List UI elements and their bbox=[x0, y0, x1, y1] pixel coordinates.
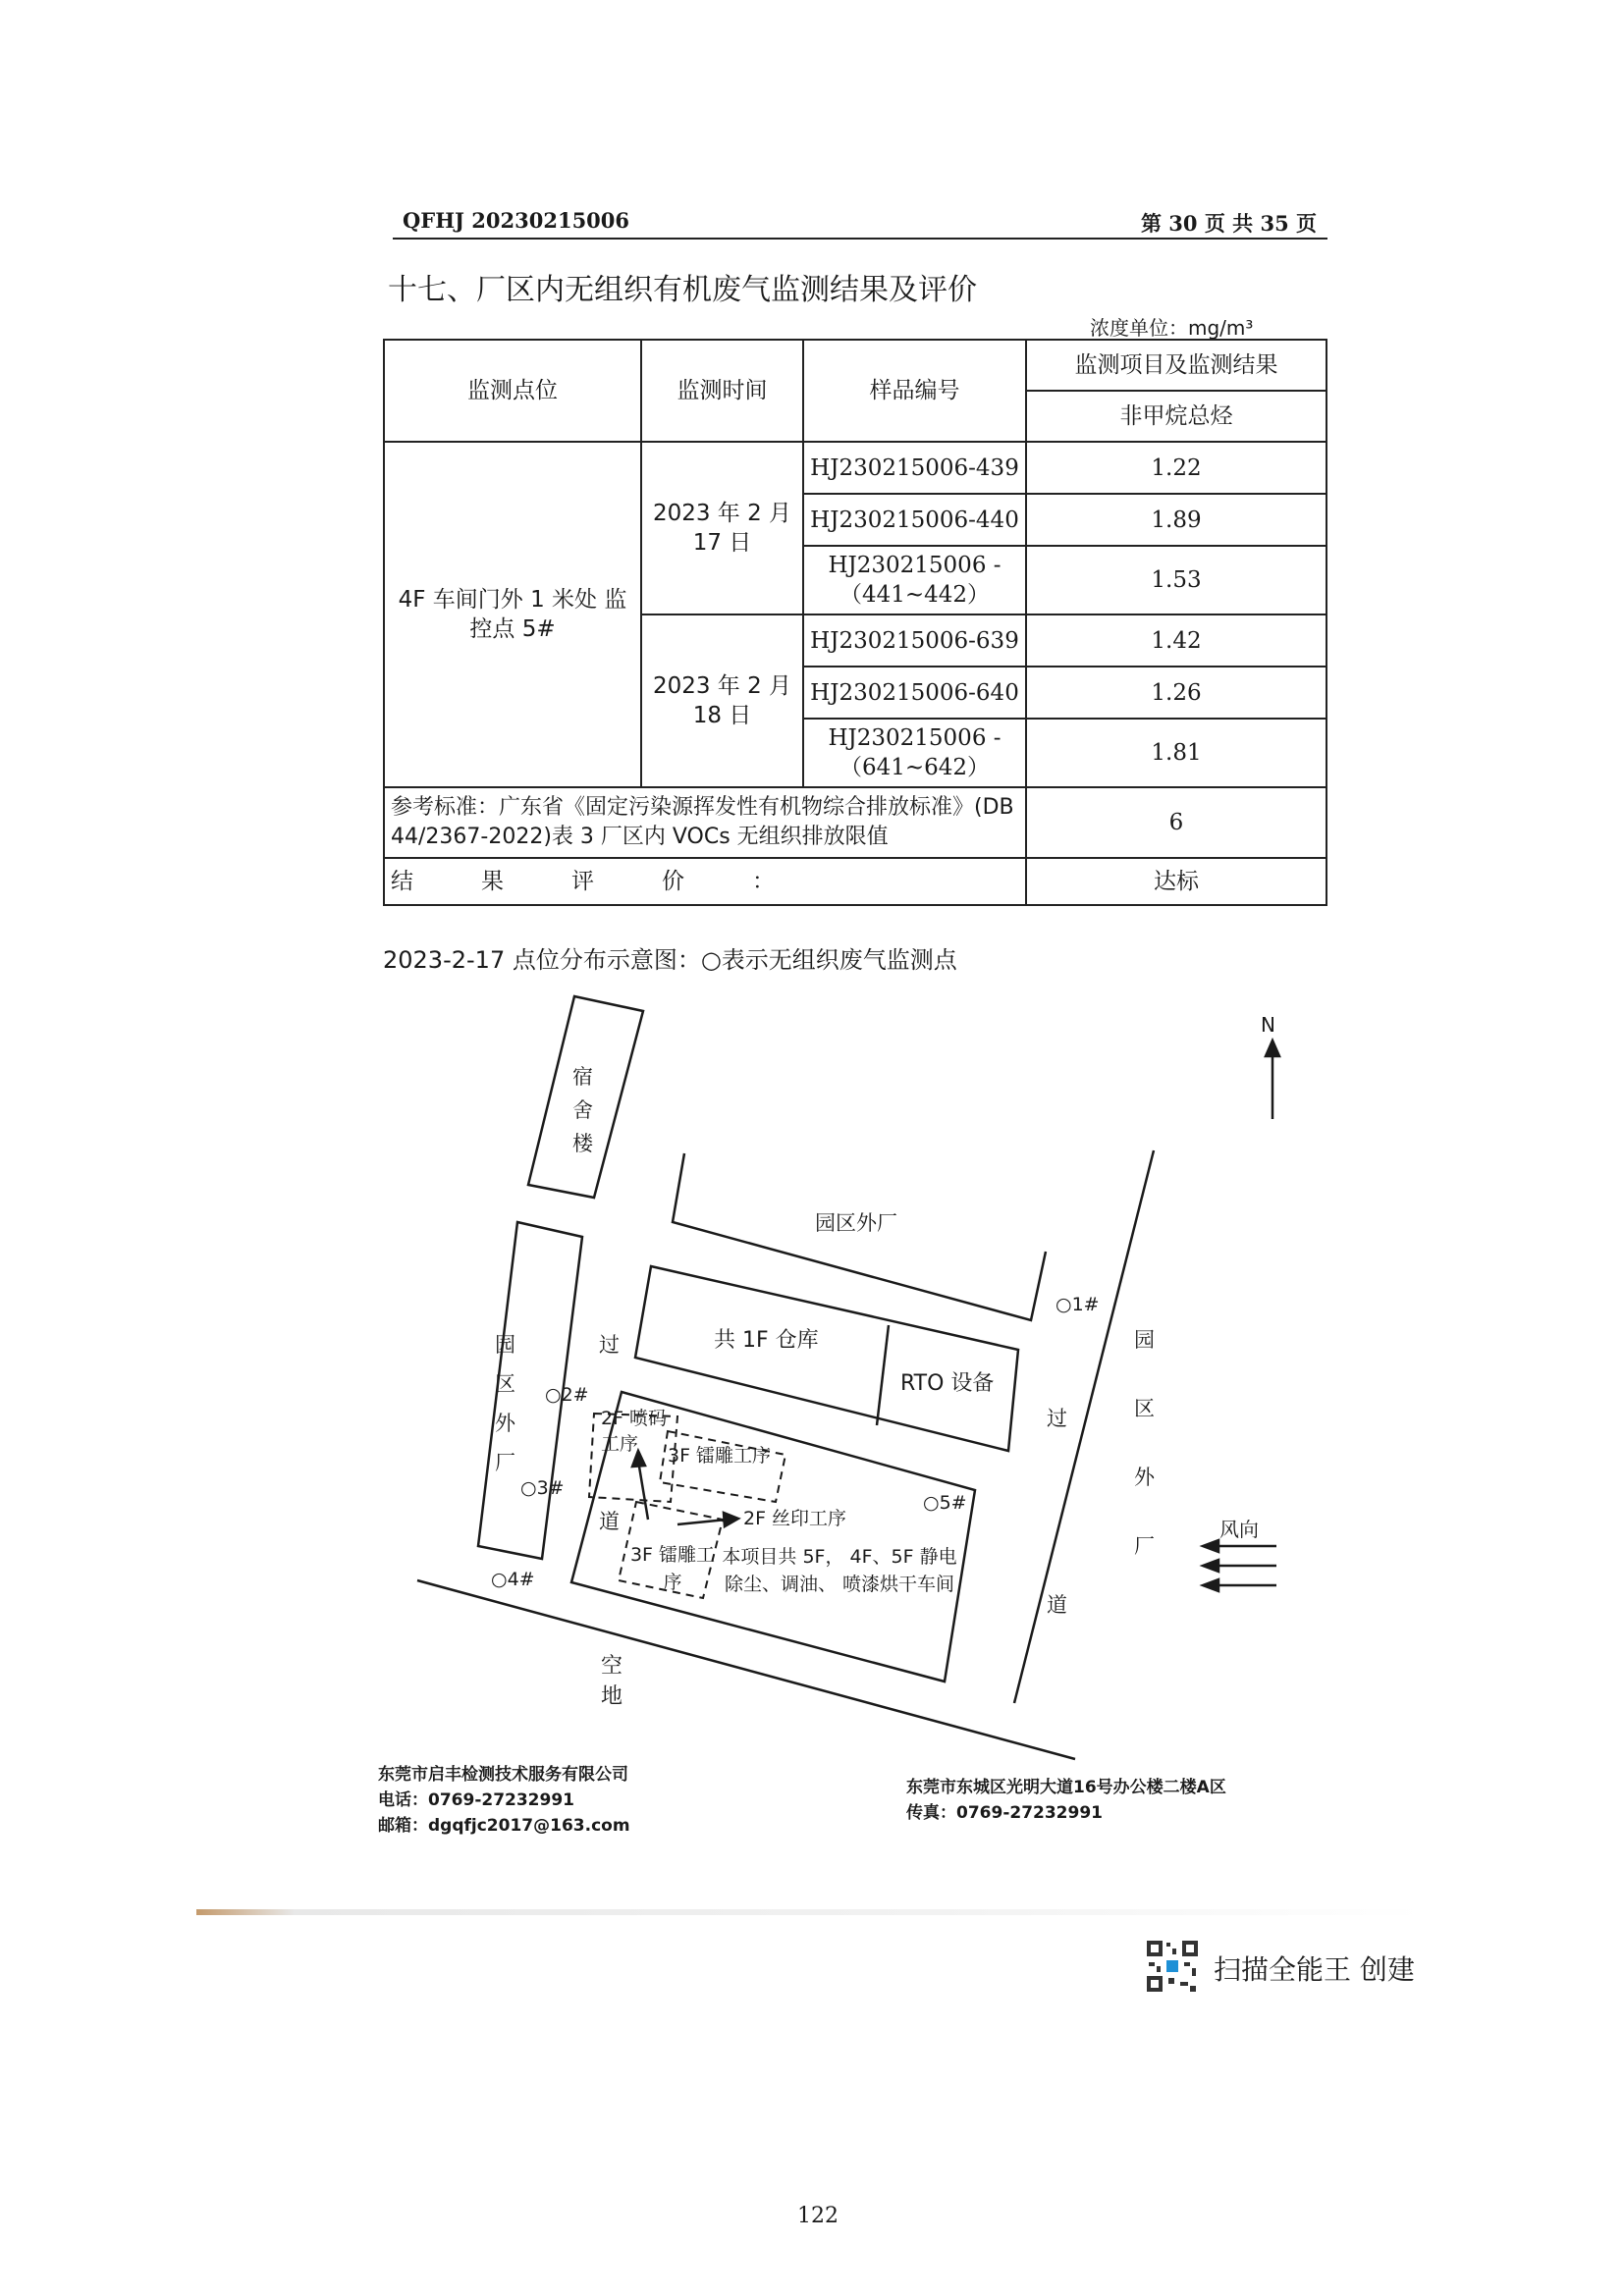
sample-id-cell: HJ230215006 -（441~442） bbox=[803, 546, 1026, 614]
sample-id-cell: HJ230215006-440 bbox=[803, 494, 1026, 546]
col-header-items: 监测项目及监测结果 bbox=[1026, 340, 1326, 391]
standard-value: 6 bbox=[1026, 787, 1326, 858]
col-header-sample: 样品编号 bbox=[803, 340, 1026, 442]
company-tel: 电话：0769-27232991 bbox=[378, 1790, 574, 1810]
footer-left bbox=[378, 1762, 630, 1839]
dorm-label: 宿舍楼 bbox=[572, 1065, 593, 1155]
warehouse-label: 共 1F 仓库 bbox=[714, 1328, 819, 1353]
result-value: 达标 bbox=[1026, 858, 1326, 905]
company-address: 东莞市东城区光明大道16号办公楼二楼A区 bbox=[906, 1778, 1226, 1797]
company-email: 邮箱：dgqfjc2017@163.com bbox=[378, 1816, 630, 1836]
right-road-line bbox=[1014, 1150, 1154, 1703]
diagram-caption: 2023-2-17 点位分布示意图：○表示无组织废气监测点 bbox=[383, 946, 957, 974]
result-value-cell: 1.53 bbox=[1026, 546, 1326, 614]
date-cell-2: 2023 年 2 月 18 日 bbox=[641, 614, 803, 787]
sample-id-cell: HJ230215006-639 bbox=[803, 614, 1026, 667]
result-value-cell: 1.81 bbox=[1026, 719, 1326, 787]
page-info: 第 30 页 共 35 页 bbox=[1141, 211, 1318, 236]
qr-code-icon bbox=[1145, 1939, 1200, 1994]
north-label: N bbox=[1261, 1013, 1275, 1037]
project-label: 本项目共 5F， 4F、5F 静电除尘、调油、 喷漆烘干车间 bbox=[722, 1546, 957, 1595]
warehouse-building bbox=[635, 1266, 1018, 1451]
open-space-label: 空地 bbox=[601, 1654, 790, 1709]
road-right-label: 过道 bbox=[1047, 1407, 1067, 1617]
result-value-cell: 1.89 bbox=[1026, 494, 1326, 546]
col-header-nmhc: 非甲烷总烃 bbox=[1026, 391, 1326, 442]
point-2-marker: ○2# bbox=[545, 1384, 589, 1406]
report-number: QFHJ 20230215006 bbox=[403, 208, 630, 233]
sample-id-cell: HJ230215006 -（641~642） bbox=[803, 719, 1026, 787]
result-value-cell: 1.26 bbox=[1026, 667, 1326, 719]
monitoring-point-cell: 4F 车间门外 1 米处 监控点 5# bbox=[384, 442, 641, 787]
silk-label: 2F 丝印工序 bbox=[743, 1508, 847, 1529]
engrave1-label: 3F 镭雕工序 bbox=[668, 1445, 772, 1467]
point-5-marker: ○5# bbox=[923, 1492, 967, 1514]
point-4-marker: ○4# bbox=[491, 1569, 535, 1590]
unit-label: 浓度单位：mg/m³ bbox=[1090, 316, 1254, 340]
sample-id-cell: HJ230215006-439 bbox=[803, 442, 1026, 494]
standard-label: 参考标准：广东省《固定污染源挥发性有机物综合排放标准》(DB 44/2367-2022)表 3 厂区内 VOCs 无组织排放限值 bbox=[384, 787, 1026, 858]
sample-id-cell: HJ230215006-640 bbox=[803, 667, 1026, 719]
top-park-outline bbox=[673, 1153, 1046, 1320]
result-value-cell: 1.22 bbox=[1026, 442, 1326, 494]
point-3-marker: ○3# bbox=[520, 1477, 565, 1499]
company-name: 东莞市启丰检测技术服务有限公司 bbox=[378, 1765, 628, 1785]
scanner-label: 扫描全能王 创建 bbox=[1214, 1953, 1415, 1986]
road-left-label: 过道 bbox=[599, 1333, 620, 1533]
wind-label: 风向 bbox=[1219, 1518, 1259, 1541]
park-left-label: 园区外厂 bbox=[495, 1333, 515, 1474]
date-cell-1: 2023 年 2 月 17 日 bbox=[641, 442, 803, 614]
point-1-marker: ○1# bbox=[1056, 1294, 1100, 1315]
rto-label: RTO 设备 bbox=[900, 1371, 995, 1396]
park-right-label: 园区外厂 bbox=[1134, 1328, 1155, 1558]
spray-label: 2F 喷码工序 bbox=[601, 1408, 668, 1455]
park-top-label: 园区外厂 bbox=[815, 1211, 897, 1235]
section-title: 十七、厂区内无组织有机废气监测结果及评价 bbox=[388, 273, 977, 307]
result-label: 结 果 评 价 ： bbox=[384, 858, 1026, 905]
footer-right bbox=[906, 1775, 1226, 1826]
result-value-cell: 1.42 bbox=[1026, 614, 1326, 667]
page-number: 122 bbox=[797, 2204, 839, 2228]
col-header-point: 监测点位 bbox=[384, 340, 641, 442]
scan-edge bbox=[196, 1909, 1424, 1915]
col-header-time: 监测时间 bbox=[641, 340, 803, 442]
engrave2-label: 3F 镭雕工序 bbox=[629, 1544, 716, 1593]
rto-divider bbox=[877, 1325, 889, 1425]
company-fax: 传真：0769-27232991 bbox=[906, 1803, 1103, 1823]
